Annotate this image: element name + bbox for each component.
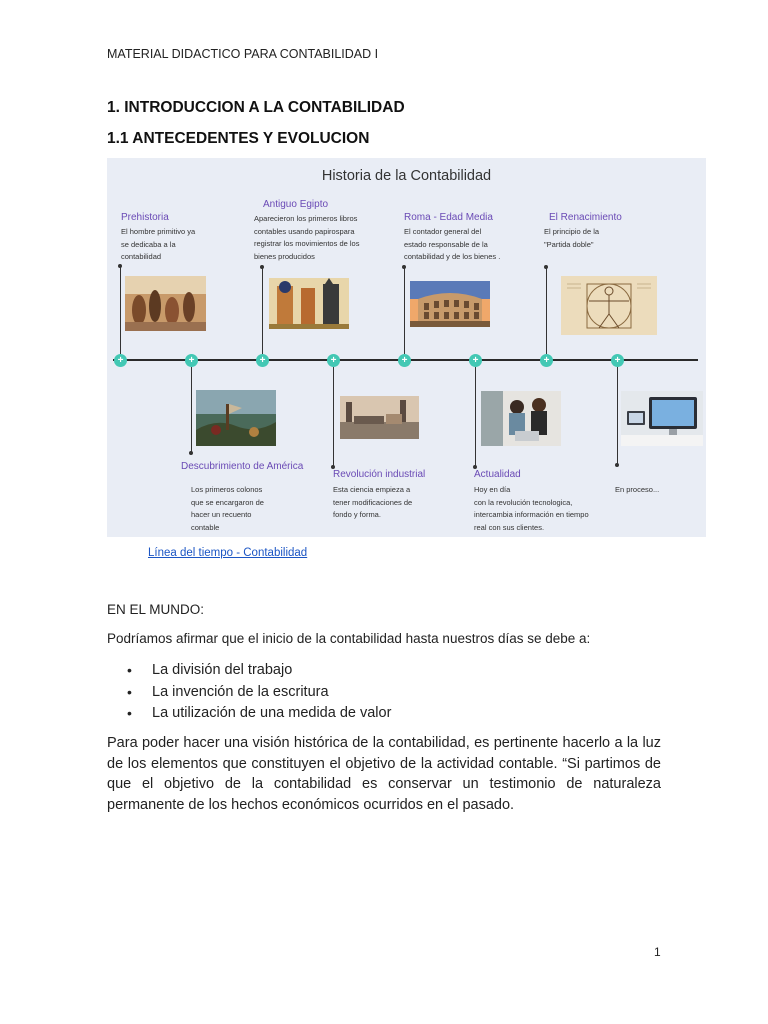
prehistoria-image [125, 276, 206, 331]
stem-dot [260, 265, 264, 269]
timeline-node: + [398, 354, 411, 367]
stem-dot [402, 265, 406, 269]
subsection-heading: 1.1 ANTECEDENTES Y EVOLUCION [107, 130, 370, 147]
timeline-node: + [540, 354, 553, 367]
roma-image [410, 281, 490, 327]
event-title-descubrimiento: Descubrimiento de América [181, 461, 304, 472]
stem-dot [615, 463, 619, 467]
event-desc-egipto: Aparecieron los primeros libros contables usando papirospara registrar los movimientos de los bienes producidos [254, 214, 360, 262]
event-title-actualidad: Actualidad [474, 469, 521, 480]
page-number: 1 [654, 945, 661, 959]
timeline-stem [191, 367, 192, 453]
section-label: EN EL MUNDO: [107, 602, 205, 617]
body-paragraph: Para poder hacer una visión histórica de la contabilidad, es pertinente hacerlo a la luz de los elementos que constituyen el objetivo de la actividad contable. “Si partimos de que el objetivo de la contabilidad es conservar un testimonio de naturaleza permanente de los hechos económicos ocurridos en el pasado. [107, 735, 661, 813]
stem-dot [118, 264, 122, 268]
timeline-stem [404, 267, 405, 354]
timeline-node: + [469, 354, 482, 367]
stem-dot [544, 265, 548, 269]
actualidad-image [481, 391, 561, 446]
timeline-stem [546, 267, 547, 354]
list-item: • La división del trabajo [127, 660, 391, 682]
renacimiento-image [561, 276, 657, 335]
event-desc-actualidad: Hoy en día con la revolución tecnologica, intercambia información en tiempo real con sus clientes. [474, 485, 589, 533]
bullet-list [127, 660, 391, 725]
event-title-egipto: Antiguo Egipto [263, 199, 329, 210]
event-desc-roma: El contador general del estado responsable de la contabilidad y de los bienes . [404, 227, 501, 262]
event-desc-descubrimiento: Los primeros colonos que se encargaron de hacer un recuento contable [191, 485, 264, 533]
event-title-renacimiento: El Renacimiento [549, 212, 622, 223]
event-desc-revolucion: Esta ciencia empieza a tener modificaciones de fondo y forma. [333, 485, 413, 520]
list-item: • La utilización de una medida de valor [127, 703, 391, 725]
timeline-node: + [256, 354, 269, 367]
list-item: • La invención de la escritura [127, 682, 391, 704]
stem-dot [189, 451, 193, 455]
timeline-stem [333, 367, 334, 467]
event-desc-en-proceso: En proceso... [615, 485, 660, 494]
event-title-roma: Roma - Edad Media [404, 212, 493, 223]
running-header: MATERIAL DIDACTICO PARA CONTABILIDAD I [107, 47, 379, 61]
timeline-stem [262, 267, 263, 354]
timeline-stem [120, 266, 121, 354]
timeline-infographic [107, 158, 706, 537]
en-proceso-image [621, 391, 703, 446]
descubrimiento-image [196, 390, 276, 446]
timeline-stem [617, 367, 618, 465]
timeline-link[interactable]: Línea del tiempo - Contabilidad [148, 547, 308, 559]
timeline-node: + [327, 354, 340, 367]
timeline-node: + [611, 354, 624, 367]
event-desc-prehistoria: El hombre primitivo ya se dedicaba a la contabilidad [121, 227, 196, 262]
timeline-node: + [114, 354, 127, 367]
event-title-revolucion: Revolución industrial [333, 469, 426, 480]
timeline-title: Historia de la Contabilidad [321, 168, 492, 184]
event-desc-renacimiento: El principio de la "Partida doble" [544, 227, 600, 249]
egipto-image [269, 278, 349, 329]
intro-text: Podríamos afirmar que el inicio de la contabilidad hasta nuestros días se debe a: [107, 631, 591, 646]
section-heading: 1. INTRODUCCION A LA CONTABILIDAD [107, 99, 405, 116]
timeline-stem [475, 367, 476, 467]
timeline-node: + [185, 354, 198, 367]
event-title-prehistoria: Prehistoria [121, 212, 169, 223]
revolucion-image [340, 396, 419, 439]
